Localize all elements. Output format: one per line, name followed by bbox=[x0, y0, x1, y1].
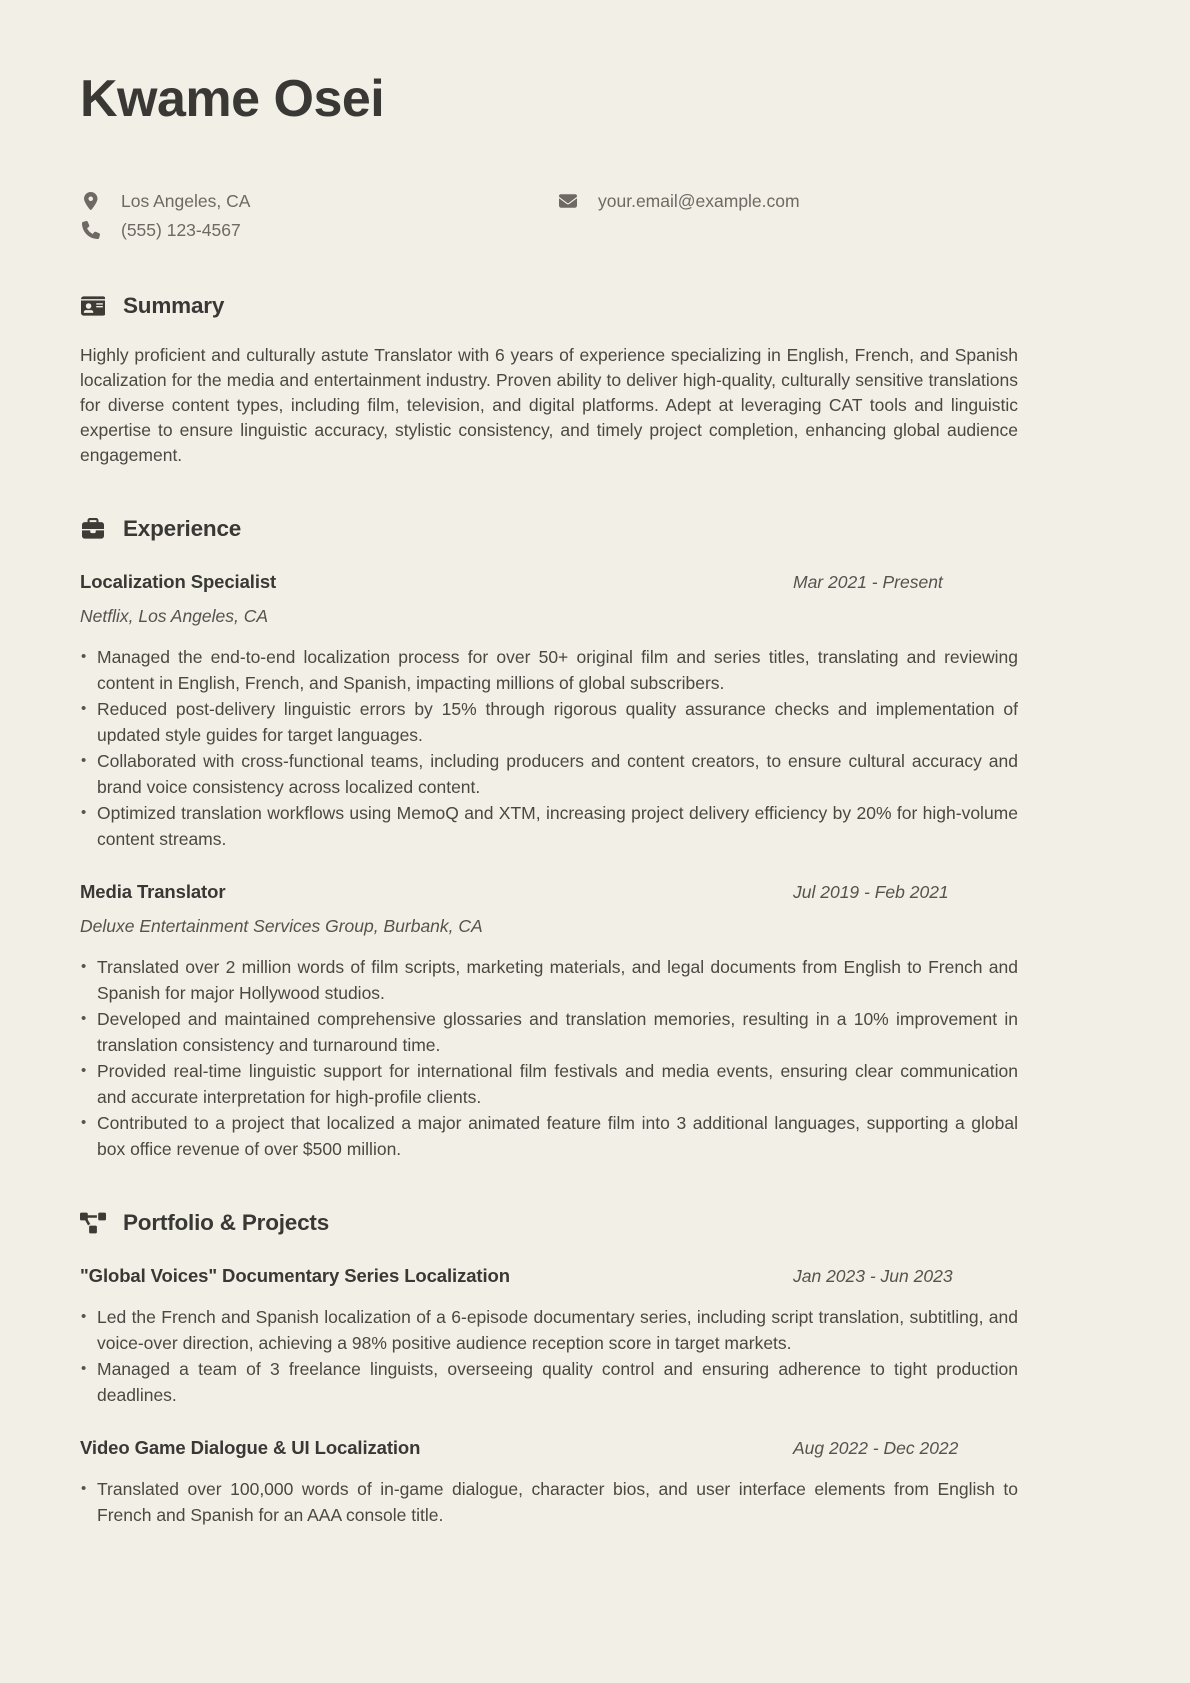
phone-text: (555) 123-4567 bbox=[121, 219, 241, 240]
contact-info bbox=[80, 187, 1018, 245]
summary-header bbox=[80, 293, 1018, 319]
experience-entry bbox=[80, 571, 1018, 852]
summary-paragraph: Highly proficient and culturally astute Translator with 6 years of experience specializing in English, French, and Spanish localization for the media and entertainment industry. Proven ability to deliver high-quality, culturally sensitive translations for diverse content types, including film, television, and digital platforms. Adept at leveraging CAT tools and linguistic expertise to ensure linguistic accuracy, stylistic consistency, and timely project completion, enhancing global audience engagement. bbox=[80, 344, 1018, 465]
contact-phone bbox=[80, 220, 557, 241]
project-entry bbox=[80, 1437, 1018, 1528]
experience-entry bbox=[80, 881, 1018, 1162]
entry-header bbox=[80, 571, 1018, 593]
summary-title: Summary bbox=[123, 292, 225, 318]
project-title: "Global Voices" Documentary Series Localization bbox=[80, 1264, 510, 1286]
project-dates: Jan 2023 - Jun 2023 bbox=[793, 1265, 953, 1286]
job-title: Media Translator bbox=[80, 880, 226, 902]
section-experience bbox=[80, 516, 1018, 1162]
entry-header bbox=[80, 1265, 1018, 1287]
job-bullet: • Contributed to a project that localized a major animated feature film into 3 additional languages, supporting a global box office revenue of over $500 million. bbox=[80, 1110, 1018, 1162]
project-entry bbox=[80, 1265, 1018, 1408]
entry-header bbox=[80, 881, 1018, 903]
contact-email bbox=[557, 191, 1018, 212]
project-dates: Aug 2022 - Dec 2022 bbox=[793, 1437, 959, 1458]
experience-header bbox=[80, 516, 1018, 542]
job-title: Localization Specialist bbox=[80, 570, 277, 592]
email-text: your.email@example.com bbox=[598, 190, 800, 211]
envelope-icon bbox=[557, 192, 579, 210]
job-bullet: • Developed and maintained comprehensive glossaries and translation memories, resulting in a 10% improvement in translation consistency and turnaround time. bbox=[80, 1006, 1018, 1058]
job-dates: Jul 2019 - Feb 2021 bbox=[793, 881, 949, 902]
project-bullet-list bbox=[80, 1476, 1018, 1528]
location-pin-icon bbox=[80, 192, 102, 210]
job-bullet: • Reduced post-delivery linguistic errors by 15% through rigorous quality assurance checks and implementation of updated style guides for target languages. bbox=[80, 696, 1018, 748]
projects-title: Portfolio & Projects bbox=[123, 1209, 330, 1235]
diagram-project-icon bbox=[80, 1212, 106, 1234]
project-title: Video Game Dialogue & UI Localization bbox=[80, 1436, 421, 1458]
job-bullet-list bbox=[80, 644, 1018, 852]
project-bullet: • Managed a team of 3 freelance linguists, overseeing quality control and ensuring adherence to tight production deadlines. bbox=[80, 1356, 1018, 1408]
job-bullet: • Provided real-time linguistic support for international film festivals and media events, ensuring clear communication and accurate interpretation for high-profile clients. bbox=[80, 1058, 1018, 1110]
projects-header bbox=[80, 1210, 1018, 1236]
job-bullet: • Collaborated with cross-functional teams, including producers and content creators, to ensure cultural accuracy and brand voice consistency across localized content. bbox=[80, 748, 1018, 800]
id-card-icon bbox=[80, 295, 106, 317]
job-bullet-list bbox=[80, 954, 1018, 1162]
job-bullet: • Managed the end-to-end localization process for over 50+ original film and series titles, translating and reviewing content in English, French, and Spanish, impacting millions of global subscribers. bbox=[80, 644, 1018, 696]
section-projects bbox=[80, 1210, 1018, 1528]
contact-location bbox=[80, 191, 557, 212]
page-title: Kwame Osei bbox=[80, 70, 385, 128]
job-bullet: • Optimized translation workflows using MemoQ and XTM, increasing project delivery efficiency by 20% for high-volume content streams. bbox=[80, 800, 1018, 852]
entry-header bbox=[80, 1437, 1018, 1459]
job-bullet: • Translated over 2 million words of film scripts, marketing materials, and legal documents from English to French and Spanish for major Hollywood studios. bbox=[80, 954, 1018, 1006]
job-company: Netflix, Los Angeles, CA bbox=[80, 605, 269, 626]
section-summary bbox=[80, 293, 1018, 468]
phone-icon bbox=[80, 221, 102, 239]
project-bullet-list bbox=[80, 1304, 1018, 1408]
briefcase-icon bbox=[80, 518, 106, 540]
project-bullet: • Translated over 100,000 words of in-game dialogue, character bios, and user interface elements from English to French and Spanish for an AAA console title. bbox=[80, 1476, 1018, 1528]
project-bullet: • Led the French and Spanish localization of a 6-episode documentary series, including script translation, subtitling, and voice-over direction, achieving a 98% positive audience reception score in target markets. bbox=[80, 1304, 1018, 1356]
job-dates: Mar 2021 - Present bbox=[793, 571, 943, 592]
job-company: Deluxe Entertainment Services Group, Burbank, CA bbox=[80, 915, 483, 936]
experience-title: Experience bbox=[123, 515, 242, 541]
location-text: Los Angeles, CA bbox=[121, 190, 251, 211]
